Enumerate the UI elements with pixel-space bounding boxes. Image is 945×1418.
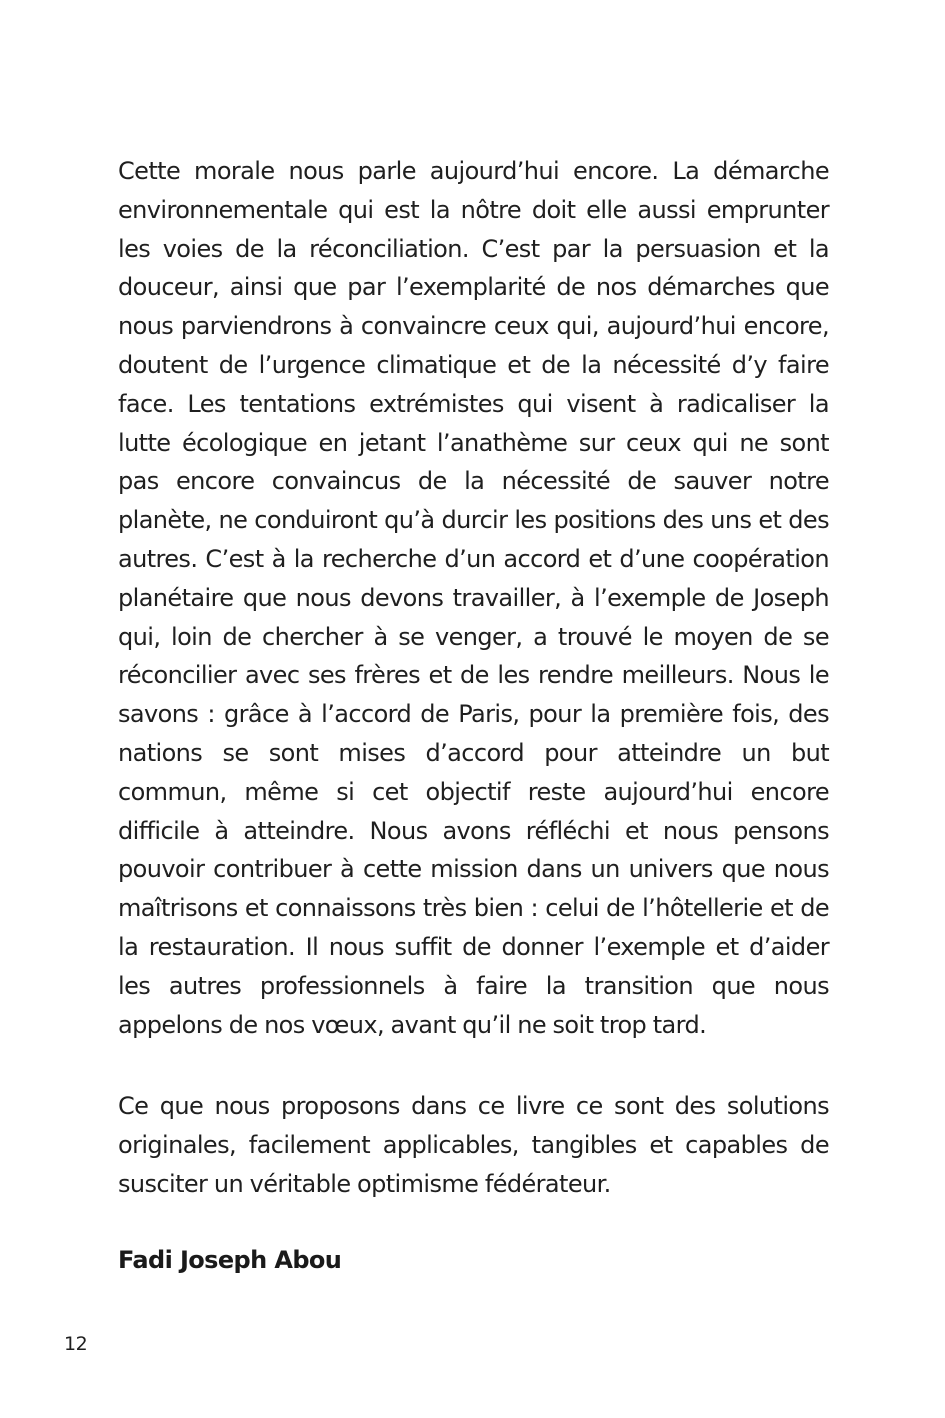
- body-paragraph-2: Ce que nous proposons dans ce livre ce sont des solutions originales, facilement applicables, tangibles et capables de susciter un véritable optimisme fédérateur.: [118, 1092, 829, 1198]
- author-signature: Fadi Joseph Abou: [118, 1246, 342, 1274]
- body-paragraph-1: Cette morale nous parle aujourd’hui encore. La démarche environnementale qui est la nôtre doit elle aussi emprunter les voies de la réconciliation. C’est par la persuasion et la douceur, ainsi que par l’exemplarité de nos démarches que nous parviendrons à convaincre ceux qui, aujourd’hui encore, doutent de l’urgence climatique et de la nécessité d’y faire face. Les tentations extrémistes qui visent à radicaliser la lutte écologique en jetant l’anathème sur ceux qui ne sont pas encore convaincus de la nécessité de sauver notre planète, ne conduiront qu’à durcir les positions des uns et des autres. C’est à la recherche d’un accord et d’une coopération planétaire que nous devons travailler, à l’exemple de Joseph qui, loin de chercher à se venger, a trouvé le moyen de se réconcilier avec ses frères et de les rendre meilleurs. Nous le savons : grâce à l’accord de Paris, pour la première fois, des nations se sont mises d’accord pour atteindre un but commun, même si cet objectif reste aujourd’hui encore difficile à atteindre. Nous avons réfléchi et nous pensons pouvoir contribuer à cette mission dans un univers que nous maîtrisons et connaissons très bien : celui de l’hôtellerie et de la restauration. Il nous suffit de donner l’exemple et d’aider les autres professionnels à faire la transition que nous appelons de nos vœux, avant qu’il ne soit trop tard.: [118, 157, 829, 1039]
- page-number: 12: [64, 1333, 88, 1355]
